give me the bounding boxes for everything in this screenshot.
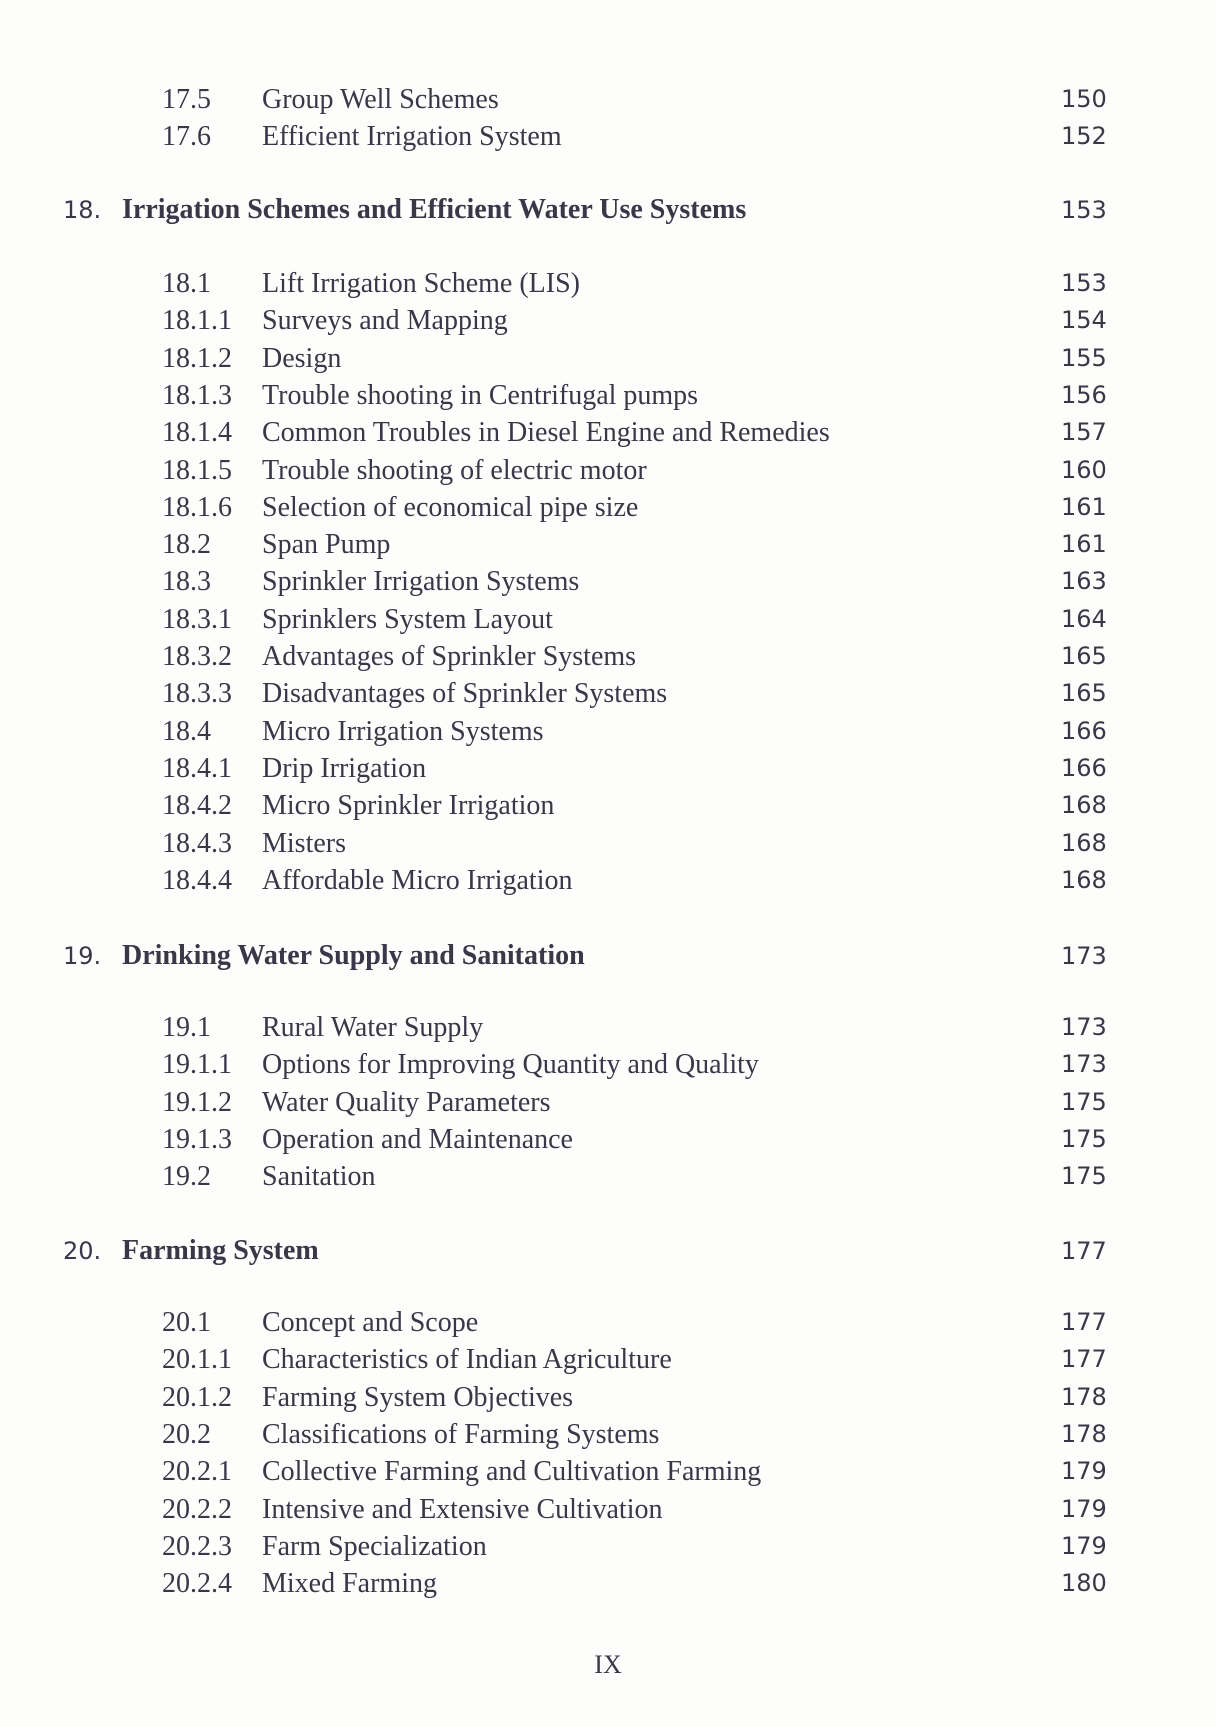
toc-entry [0,862,1216,899]
entry-number: 18.3 [162,566,211,598]
entry-title: Rural Water Supply [262,1012,484,1043]
entry-page: 165 [1061,642,1107,670]
chapter-heading [0,190,1216,230]
entry-title: Affordable Micro Irrigation [262,864,573,896]
entry-title: Sprinklers System Layout [262,603,553,635]
entry-page: 165 [1061,679,1107,708]
toc-entry [0,1158,1216,1195]
entry-title: Advantages of Sprinkler Systems [262,641,637,672]
entry-number: 18.3.2 [162,641,232,672]
toc-entry [0,1341,1216,1378]
toc-entry [0,1121,1216,1158]
chapter-heading [0,936,1216,976]
entry-page: 160 [1061,455,1107,484]
chapter-page: 177 [1061,1237,1107,1265]
entry-number: 20.1 [162,1307,211,1338]
entry-number: 18.1.4 [162,417,232,449]
entry-number: 18.3.1 [162,603,232,635]
entry-number: 18.4.1 [162,752,232,784]
toc-entry [0,1453,1216,1490]
entry-page: 175 [1061,1124,1107,1153]
entry-page: 156 [1061,380,1107,409]
entry-number: 18.1.2 [162,342,232,374]
entry-page: 178 [1061,1419,1107,1448]
entry-title: Operation and Maintenance [262,1123,573,1155]
toc-entry [0,302,1216,339]
chapter-number: 20. [63,1237,102,1265]
chapter-title: Drinking Water Supply and Sanitation [122,940,585,971]
toc-entry [0,825,1216,862]
entry-title: Water Quality Parameters [262,1086,551,1118]
entry-number: 20.1.2 [162,1381,232,1413]
entry-page: 179 [1061,1457,1107,1486]
entry-page: 152 [1061,122,1107,150]
entry-page: 178 [1061,1382,1107,1411]
entry-page: 179 [1061,1494,1107,1523]
entry-number: 18.1.5 [162,454,232,486]
chapter-number: 19. [63,942,102,970]
entry-page: 157 [1061,418,1107,447]
entry-page: 164 [1061,604,1107,633]
toc-entry [0,1491,1216,1528]
entry-number: 18.4.2 [162,790,232,822]
entry-page: 154 [1061,306,1107,335]
toc-entry [0,601,1216,638]
toc-entry [0,414,1216,451]
entry-page: 161 [1061,530,1107,559]
entry-title: Misters [262,827,346,859]
toc-entry [0,638,1216,675]
entry-number: 20.2.1 [162,1456,232,1488]
chapter-page: 173 [1061,942,1107,970]
entry-page: 177 [1061,1308,1107,1336]
entry-page: 166 [1061,753,1107,782]
entry-page: 180 [1061,1569,1107,1598]
toc-entry [0,377,1216,414]
entry-page: 175 [1061,1087,1107,1116]
entry-page: 166 [1061,716,1107,745]
entry-title: Sanitation [262,1161,376,1193]
entry-number: 20.2.2 [162,1493,232,1525]
toc-entry [0,1009,1216,1046]
entry-title: Group Well Schemes [262,84,499,115]
entry-number: 19.1 [162,1012,211,1043]
toc-entry [0,675,1216,712]
entry-number: 18.2 [162,529,211,561]
entry-number: 18.1.3 [162,379,232,411]
entry-title: Common Troubles in Diesel Engine and Remedies [262,417,830,449]
entry-title: Drip Irrigation [262,752,427,784]
chapter-page: 153 [1061,196,1107,224]
entry-title: Surveys and Mapping [262,305,508,337]
toc-entry [0,1046,1216,1083]
toc-entry [0,489,1216,526]
entry-page: 177 [1061,1345,1107,1374]
entry-number: 17.6 [162,121,211,152]
entry-number: 18.3.3 [162,678,232,710]
entry-number: 20.2.3 [162,1530,232,1562]
entry-page: 161 [1061,492,1107,521]
toc-entry [0,265,1216,302]
entry-title: Lift Irrigation Scheme (LIS) [262,268,581,299]
chapter-title: Irrigation Schemes and Efficient Water Use Systems [122,194,747,225]
entry-title: Trouble shooting in Centrifugal pumps [262,379,699,411]
entry-page: 173 [1061,1013,1107,1041]
entry-page: 155 [1061,343,1107,372]
toc-entry [0,452,1216,489]
toc-entry [0,81,1216,118]
entry-title: Intensive and Extensive Cultivation [262,1493,663,1525]
entry-page: 168 [1061,791,1107,820]
entry-title: Farm Specialization [262,1530,487,1562]
entry-title: Span Pump [262,529,391,561]
toc-entry [0,526,1216,563]
entry-number: 19.1.2 [162,1086,232,1118]
entry-title: Trouble shooting of electric motor [262,454,647,486]
toc-entry [0,118,1216,155]
toc-entry [0,1565,1216,1602]
entry-page: 168 [1061,865,1107,894]
entry-title: Micro Sprinkler Irrigation [262,790,555,822]
chapter-heading [0,1231,1216,1271]
entry-number: 20.2.4 [162,1568,232,1600]
entry-title: Options for Improving Quantity and Quality [262,1049,759,1081]
entry-title: Classifications of Farming Systems [262,1418,660,1450]
entry-title: Selection of economical pipe size [262,491,639,523]
toc-entry [0,750,1216,787]
entry-number: 18.4.3 [162,827,232,859]
toc-entry [0,713,1216,750]
entry-number: 20.2 [162,1418,211,1450]
toc-entry [0,563,1216,600]
entry-number: 19.1.1 [162,1049,232,1081]
entry-number: 19.1.3 [162,1123,232,1155]
entry-title: Disadvantages of Sprinkler Systems [262,678,668,710]
entry-title: Concept and Scope [262,1307,479,1338]
entry-number: 18.1 [162,268,211,299]
entry-title: Collective Farming and Cultivation Farming [262,1456,762,1488]
entry-number: 18.1.1 [162,305,232,337]
toc-entry [0,1304,1216,1341]
entry-page: 150 [1061,85,1107,113]
toc-entry [0,1528,1216,1565]
toc-entry [0,787,1216,824]
toc-entry [0,1379,1216,1416]
entry-title: Farming System Objectives [262,1381,574,1413]
chapter-number: 18. [63,196,102,224]
entry-title: Micro Irrigation Systems [262,715,544,747]
entry-page: 153 [1061,269,1107,297]
entry-page: 179 [1061,1531,1107,1560]
entry-title: Design [262,342,342,374]
entry-page: 173 [1061,1050,1107,1079]
entry-number: 17.5 [162,84,211,115]
entry-number: 20.1.1 [162,1344,232,1376]
entry-number: 18.1.6 [162,491,232,523]
entry-page: 168 [1061,828,1107,857]
page-number-footer: IX [594,1650,622,1679]
entry-number: 19.2 [162,1161,211,1193]
entry-page: 175 [1061,1162,1107,1191]
entry-title: Mixed Farming [262,1568,437,1600]
chapter-title: Farming System [122,1235,319,1266]
entry-title: Characteristics of Indian Agriculture [262,1344,672,1376]
toc-entry [0,1084,1216,1121]
entry-title: Sprinkler Irrigation Systems [262,566,580,598]
entry-number: 18.4.4 [162,864,232,896]
entry-page: 163 [1061,567,1107,596]
toc-entry [0,1416,1216,1453]
entry-title: Efficient Irrigation System [262,121,562,152]
toc-entry [0,340,1216,377]
entry-number: 18.4 [162,715,211,747]
